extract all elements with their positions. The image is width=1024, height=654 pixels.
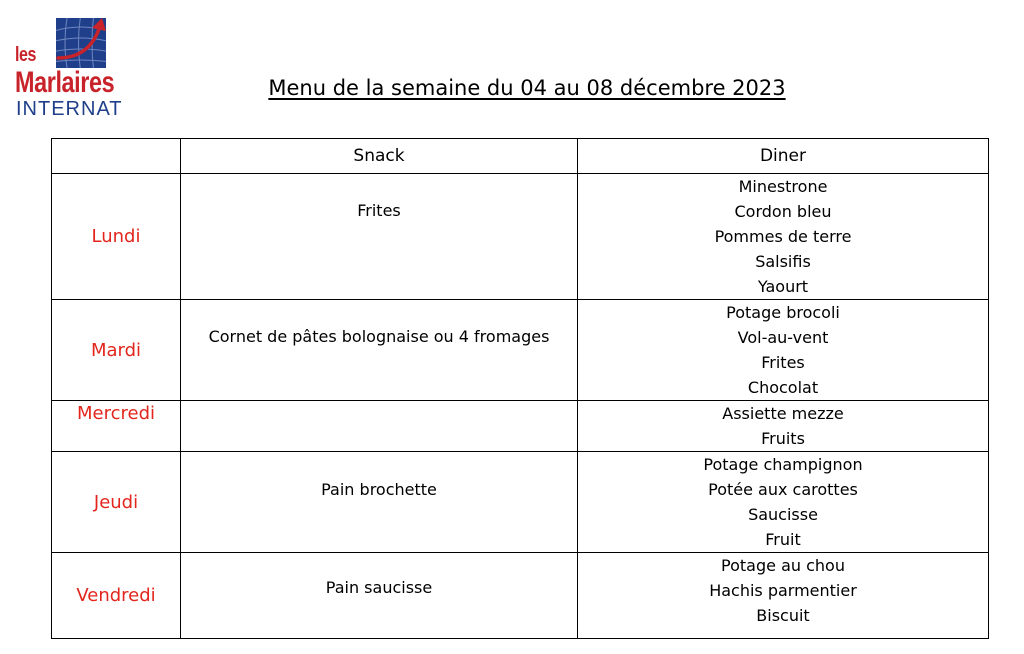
snack-cell bbox=[181, 300, 578, 401]
diner-item: Minestrone bbox=[738, 177, 828, 196]
diner-item: Fruit bbox=[765, 530, 801, 549]
diner-item: Fruits bbox=[761, 429, 805, 448]
snack-cell bbox=[181, 401, 578, 452]
diner-item: Potage brocoli bbox=[726, 303, 840, 322]
snack-text: Frites bbox=[357, 201, 401, 220]
day-cell: Jeudi bbox=[52, 452, 181, 553]
header-diner: Diner bbox=[578, 139, 989, 174]
table-row bbox=[52, 174, 989, 300]
diner-cell bbox=[578, 553, 989, 639]
diner-item: Saucisse bbox=[748, 505, 818, 524]
diner-item: Cordon bleu bbox=[734, 202, 832, 221]
diner-item: Potage au chou bbox=[721, 556, 845, 575]
snack-cell bbox=[181, 553, 578, 639]
snack-text: Pain saucisse bbox=[325, 578, 433, 597]
diner-item: Yaourt bbox=[757, 277, 809, 296]
header-day bbox=[52, 139, 181, 174]
table-row bbox=[52, 300, 989, 401]
snack-cell bbox=[181, 174, 578, 300]
diner-cell bbox=[578, 174, 989, 300]
diner-cell bbox=[578, 452, 989, 553]
diner-item: Assiette mezze bbox=[722, 404, 844, 423]
table-row bbox=[52, 401, 989, 452]
diner-item: Vol-au-vent bbox=[737, 328, 829, 347]
diner-cell bbox=[578, 401, 989, 452]
diner-item: Hachis parmentier bbox=[709, 581, 857, 600]
day-cell: Mardi bbox=[52, 300, 181, 401]
diner-item: Frites bbox=[761, 353, 805, 372]
snack-text: Pain brochette bbox=[321, 480, 437, 499]
logo-text-les: les bbox=[15, 44, 37, 66]
table-header-row bbox=[52, 139, 989, 174]
snack-cell bbox=[181, 452, 578, 553]
header-snack: Snack bbox=[181, 139, 578, 174]
diner-item: Biscuit bbox=[756, 606, 810, 625]
diner-item: Chocolat bbox=[747, 378, 819, 397]
school-logo bbox=[14, 14, 126, 122]
logo-text-marlaires: Marlaires bbox=[15, 66, 115, 99]
diner-item: Potage champignon bbox=[703, 455, 863, 474]
diner-item: Potée aux carottes bbox=[708, 480, 858, 499]
logo-text-internat: INTERNAT bbox=[16, 98, 123, 120]
diner-item: Pommes de terre bbox=[714, 227, 852, 246]
day-cell: Mercredi bbox=[52, 401, 181, 452]
curved-arrow-icon bbox=[50, 14, 110, 64]
weekly-menu-table bbox=[51, 138, 989, 639]
table-row bbox=[52, 553, 989, 639]
snack-text: Cornet de pâtes bolognaise ou 4 fromages bbox=[208, 327, 550, 346]
day-cell: Lundi bbox=[52, 174, 181, 300]
diner-cell bbox=[578, 300, 989, 401]
diner-item: Salsifis bbox=[755, 252, 811, 271]
day-cell: Vendredi bbox=[52, 553, 181, 639]
page-title: Menu de la semaine du 04 au 08 décembre 2023 bbox=[268, 76, 786, 100]
table-row bbox=[52, 452, 989, 553]
